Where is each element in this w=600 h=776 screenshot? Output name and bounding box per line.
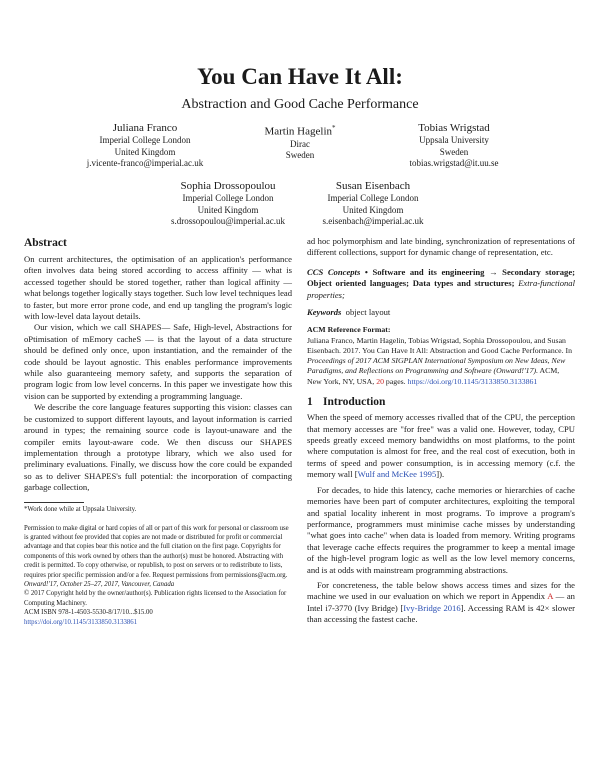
author-affiliation: Imperial College London — [99, 135, 191, 145]
author-name: Juliana Franco — [112, 122, 178, 134]
ref-text: ACM, New York, NY, USA, — [307, 366, 560, 386]
section-title: Introduction — [323, 395, 386, 408]
intro-text: When the speed of memory accesses rivalled that of the CPU, the perception that memory accesses are "for free" was a valid one. However, today, CPU speeds greatly exceed memory bandwidths on most platforms, to the point where computation is almost for free, and the real cost of execution, both in terms of speed and power consumption, is in accessing memory (c.f. the memory wall [ — [307, 412, 575, 480]
permission-block — [24, 524, 292, 627]
ref-proceedings: Proceedings of 2017 ACM SIGPLAN International Symposium on New Ideas, New Paradigms, and Reflections on Programming and Software (Onward!'17). — [307, 356, 566, 376]
intro-text: ]. Accessing RAM is 42× slower than accessing the fastest cache. — [307, 602, 576, 625]
ref-format-body — [307, 336, 575, 387]
abstract-paragraph: We describe the core language features supporting this vision: classes can be customized to support different layouts, and layout information is carried around in types; the remaining source code is layout-unaware and the compiler emits layout-aware code. We then discuss our SHAPES implementation through a prototype library, which we also used for preliminary evaluations. Finally, we discuss how the core could be expanded so as to deliver SHAPES's full potential: the incorporation of compacting garbage collection, — [24, 402, 292, 493]
author-block — [359, 122, 549, 170]
permission-text: Permission to make digital or hard copies of all or part of this work for personal or classroom use is granted without fee provided that copies are not made or distributed for profit or commercial advantage and that copies bear this notice and the full citation on the first page. Copyrights for components of this work owned by others than the author(s) must be honored. Abstracting with credit is permitted. To copy otherwise, or republish, to post on servers or to redistribute to lists, requires prior specific permission and/or a fee. Request permissions from permissions@acm.org. — [24, 524, 289, 579]
paper-subtitle: Abstraction and Good Cache Performance — [181, 97, 419, 112]
author-country: Sweden — [285, 150, 315, 161]
author-name: Sophia Drossopoulou — [180, 180, 276, 192]
author-country: United Kingdom — [197, 204, 259, 215]
keywords — [307, 307, 575, 318]
author-name: Tobias Wrigstad — [418, 122, 490, 134]
intro-text: — an Intel i7-3770 (Ivy Bridge) [ — [307, 591, 575, 613]
intro-heading — [307, 397, 575, 408]
author-country: Sweden — [439, 146, 469, 157]
ref-format-heading: ACM Reference Format: — [307, 325, 391, 335]
ref-text: Juliana Franco, Martin Hagelin, Tobias Wrigstad, Sophia Drossopoulou, and Susan Eisenbach. 2017. You Can Have It All: Abstraction and Good Cache Performance. In — [307, 335, 573, 356]
intro-paragraph — [307, 580, 575, 626]
intro-paragraph — [307, 412, 575, 480]
author-email[interactable]: s.eisenbach@imperial.ac.uk — [322, 216, 424, 226]
ccs-label: CCS Concepts — [307, 266, 361, 277]
left-column — [24, 236, 292, 627]
doi-link[interactable]: https://doi.org/10.1145/3133850.3133861 — [24, 618, 138, 626]
author-affiliation: Imperial College London — [327, 193, 419, 203]
citation-link[interactable]: Ivy-Bridge 2016 — [403, 602, 461, 613]
abstract-paragraph: Our vision, which we call SHAPES— Safe, High-level, Abstractions for oPtimisation of mEmory cacheS — is that the layout of a data structure should be defined only once, upon instantiation, and the remainder of the code should be layout agnostic. This enables performance improvements while also guaranteeing memory safety, and supports the separation of program logic from low level concerns. In this paper we investigate how this vision can be supported by extending a programming language. — [24, 322, 292, 401]
ccs-text: • Software and its engineering → Secondary storage; Object oriented languages; Data types and structures; — [307, 266, 576, 289]
appendix-link[interactable]: A — [547, 591, 553, 602]
keywords-text: object layout — [345, 307, 391, 318]
author-name: Susan Eisenbach — [335, 180, 411, 192]
isbn-line: ACM ISBN 978-1-4503-5530-8/17/10...$15.00 — [24, 609, 153, 617]
author-affiliation: Uppsala University — [419, 135, 489, 145]
author-email[interactable]: tobias.wrigstad@it.uu.se — [409, 158, 499, 168]
ccs-concepts — [307, 267, 575, 301]
author-affiliation: Dirac — [290, 138, 310, 149]
ref-doi-link[interactable]: https://doi.org/10.1145/3133850.3133861 — [407, 376, 538, 386]
section-number: 1 — [307, 395, 313, 408]
abstract-paragraph: ad hoc polymorphism and late binding, synchronization of representations of different collections, support for dynamic change of representation, etc. — [307, 236, 575, 258]
author-block — [278, 180, 468, 228]
intro-text: ]). — [436, 469, 445, 480]
author-country: United Kingdom — [342, 204, 404, 215]
intro-paragraph: For decades, to hide this latency, cache memories or hierarchies of cache memories have been part of computer architectures, exploiting the temporal and spatial locality inherent in most programs. To improve a program's performance, programmers must minimise cache misses by understanding "what goes into cache" when data is loaded from memory. Writing programs that leverage cache effects requires the programmer to keep a mental image of the high-level program logic as well as the low level memory concerns, and is at odds with mainstream programming abstractions. — [307, 484, 575, 575]
abstract-paragraph: On current architectures, the optimisation of an application's performance often involves data being stored according to access affinity — what is accessed together should be stored together, rather than logical affinity — what belongs together logically stays together. Such low level techniques lead to faster, but more error prone code, and end up tangling the program's logic with low-level data layout details. — [24, 254, 293, 322]
ref-pages[interactable]: 20 — [376, 376, 384, 386]
copyright-line: © 2017 Copyright held by the owner/author(s). Publication rights licensed to the Association for Computing Machinery. — [24, 590, 287, 607]
abstract-heading: Abstract — [24, 237, 67, 249]
author-name: Martin Hagelin — [264, 125, 332, 138]
right-column — [307, 236, 575, 626]
venue-line: Onward!'17, October 25–27, 2017, Vancouver, Canada — [24, 580, 175, 588]
footnote-divider — [24, 502, 84, 503]
ref-text: pages. — [383, 376, 408, 386]
footnote-mark: * — [332, 124, 336, 132]
keywords-label: Keywords — [307, 307, 342, 318]
author-email[interactable]: j.vicente-franco@imperial.ac.uk — [86, 158, 204, 168]
author-email[interactable]: s.drossopoulou@imperial.ac.uk — [170, 216, 286, 226]
intro-text: For concreteness, the table below shows access times and sizes for the machine we used in our evaluation on which we report in Appendix — [307, 579, 575, 602]
paper-title: You Can Have It All: — [197, 64, 403, 89]
ccs-text-italic: Extra-functional properties; — [307, 278, 575, 300]
footnote: *Work done while at Uppsala University. — [24, 505, 137, 513]
citation-link[interactable]: Wulf and McKee 1995 — [357, 469, 437, 480]
author-affiliation: Imperial College London — [182, 193, 274, 203]
author-country: United Kingdom — [114, 146, 176, 157]
